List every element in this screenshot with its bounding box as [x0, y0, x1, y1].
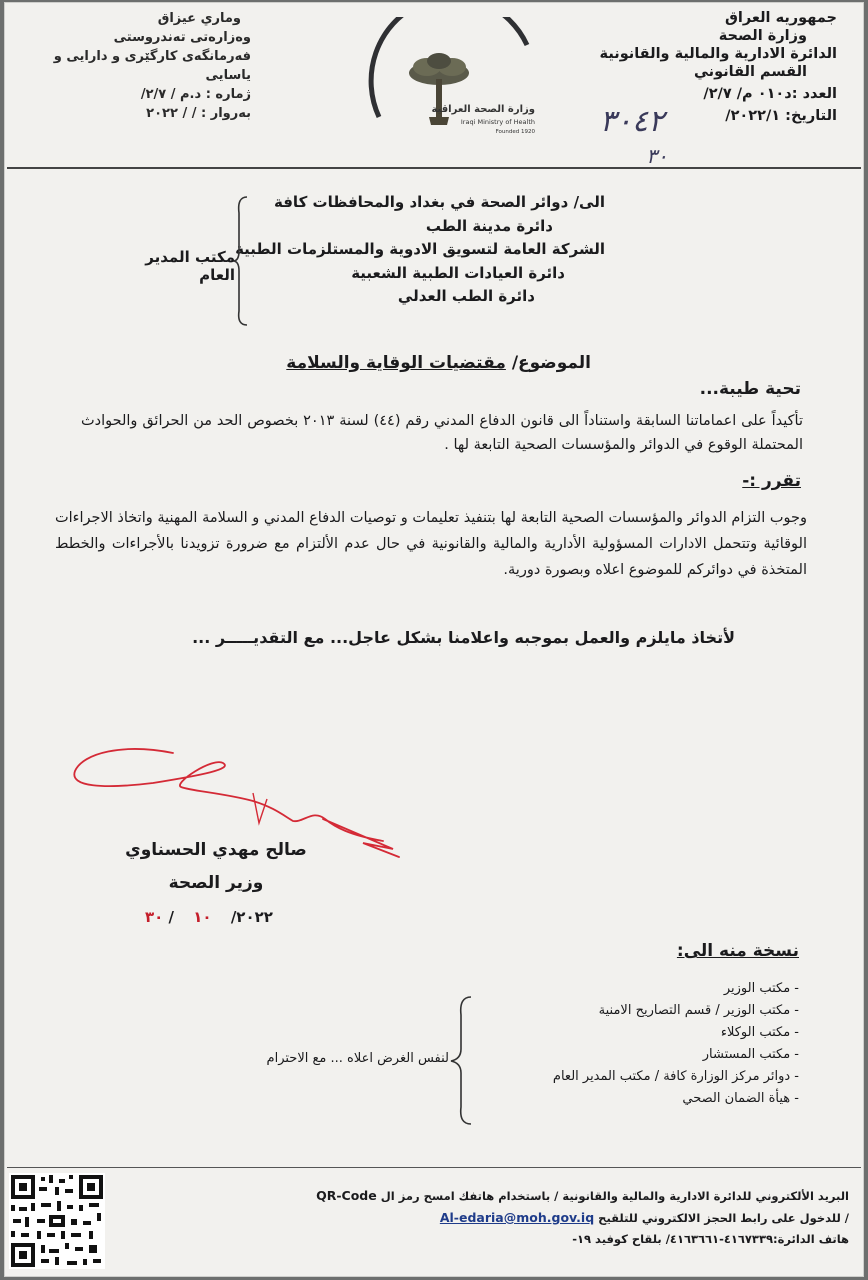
signature-date [135, 908, 355, 926]
copies-title: نسخة منه الى: [676, 941, 799, 961]
recipient-item: الشركة العامة لتسويق الادوية والمستلزمات الطبية [235, 240, 605, 258]
copy-item: - دوائر مركز الوزارة كافة / مكتب المدير العام [439, 1066, 799, 1088]
copy-item: - مكتب الوكلاء [439, 1022, 799, 1044]
header-divider [7, 167, 861, 169]
country-name: جمهوريه العراق [724, 10, 837, 26]
body-paragraph-1: تأكيداً على اعماماتنا السابقة واستناداً الى قانون الدفاع المدني رقم (٤٤) لسنة ٢٠١٣ بخصوص الحد من الحرائق والحوادث المحتملة الوقوع في الدوائر والمؤسسات الصحية التابعة لها . [81, 413, 803, 453]
recipients-block [205, 191, 605, 309]
document-page [4, 2, 864, 1277]
signature-date-year: ٢٠٢٢/ [230, 908, 273, 926]
header-left-ministry: وەزارەتی تەندروستی [113, 30, 251, 45]
copies-brace [445, 993, 475, 1128]
to-label: الى/ [573, 193, 605, 211]
footer-text: البريد الألكتروني للدائرة الادارية والمالية والقانونية / باستخدام هاتفك امسح رمز ال [380, 1189, 849, 1203]
header-left-department: فەرمانگەی کارگێری و دارایی و یاسایی [53, 49, 251, 83]
recipient-line-1 [205, 191, 605, 215]
copy-item: - مكتب الوزير [439, 978, 799, 1000]
handwritten-number [577, 103, 687, 167]
date-separator: / [168, 908, 175, 926]
subject-label: الموضوع/ [511, 353, 591, 373]
signature-date-month: ١٠ [193, 908, 212, 926]
signatory-title: وزير الصحة [168, 873, 264, 893]
body-paragraph-2: وجوب التزام الدوائر والمؤسسات الصحية التابعة لها بتنفيذ تعليمات و توصيات الدفاع المدني و السلامة المهنية واتخاذ الاجراءات الوقائية وتتحمل الادارات المسؤولية الأدارية والمالية والقانونية في حال عدم الألتزام مع ضرورة تزويدنا بالأجراءات والخطط المتخذة في دوائركم للموضوع اعلاه وبصورة دورية. [55, 510, 807, 578]
footer-qr-label: QR-Code [316, 1188, 377, 1203]
closing-line: لأتخاذ مايلزم والعمل بموجبه واعلامنا بشكل عاجل... مع التقديـــــر ... [192, 628, 735, 647]
recipient-item: دائرة مدينة الطب [425, 216, 553, 235]
subject-value: مقتضيات الوقاية والسلامة [286, 353, 506, 373]
header-left-date: بەروار : / / ٢٠٢٢ [146, 106, 251, 121]
copies-list [439, 978, 799, 1110]
recipient-item: دائرة الطب العدلي [397, 287, 535, 305]
dg-office-label: مكتب المدير العام [145, 248, 235, 284]
section-name: القسم القانوني [694, 64, 807, 80]
footer-email-link[interactable]: Al-edaria@moh.gov.iq [439, 1210, 595, 1225]
header-left-number: ژمارە : د.م / ٢/٧/ [140, 87, 251, 102]
ministry-name: وزارة الصحة [718, 28, 807, 44]
footer-phone: هاتف الدائرة:٤١٦٧٣٣٩-٤١٦٣٦٦١/ بلقاح كوفيد ١٩- [572, 1232, 849, 1246]
handwritten-day-text: ٣٠ [646, 144, 668, 167]
logo-founded: Founded 1920 [495, 129, 535, 135]
decision-label: تقرر :- [742, 471, 801, 491]
recipient-item: دائرة العيادات الطبية الشعبية [351, 263, 565, 282]
copy-item: - مكتب المستشار [439, 1044, 799, 1066]
header-left [41, 9, 251, 123]
signatory-name: صالح مهدي الحسناوي [125, 840, 307, 860]
footer-line-1 [149, 1185, 849, 1207]
footer [149, 1185, 849, 1250]
signature-date-day: ٣٠ [145, 908, 164, 926]
header-left-top: وماري عيزاق [157, 11, 241, 26]
copies-note: لنفس الغرض اعلاه ... مع الاحترام [266, 1051, 449, 1066]
recipient-item: دوائر الصحة في بغداد والمحافظات كافة [274, 193, 569, 211]
logo-text-ar: وزارة الصحة العراقية [431, 104, 535, 115]
logo-text-en: Iraqi Ministry of Health [460, 118, 535, 126]
footer-line-2 [149, 1207, 849, 1229]
footer-text: / للدخول على رابط الحجز الالكتروني للتلقيح [598, 1211, 849, 1225]
copy-item: - مكتب الوزير / قسم التصاريح الامنية [439, 1000, 799, 1022]
subject-line [231, 353, 591, 373]
footer-divider [7, 1167, 861, 1168]
reference-number: العدد :د٠١٠ م/ ٢/٧/ [703, 86, 837, 102]
qr-code-icon [9, 1173, 105, 1269]
handwritten-number-text: ٣٠٤٢ [599, 104, 665, 139]
copy-item: - هيأة الضمان الصحي [439, 1088, 799, 1110]
greeting: تحية طيبة... [699, 379, 801, 399]
ministry-logo [357, 17, 552, 142]
document-date: التاريخ: ٢٠٢٢/١/ [725, 108, 837, 124]
department-name: الدائرة الادارية والمالية والقانونية [599, 46, 837, 62]
